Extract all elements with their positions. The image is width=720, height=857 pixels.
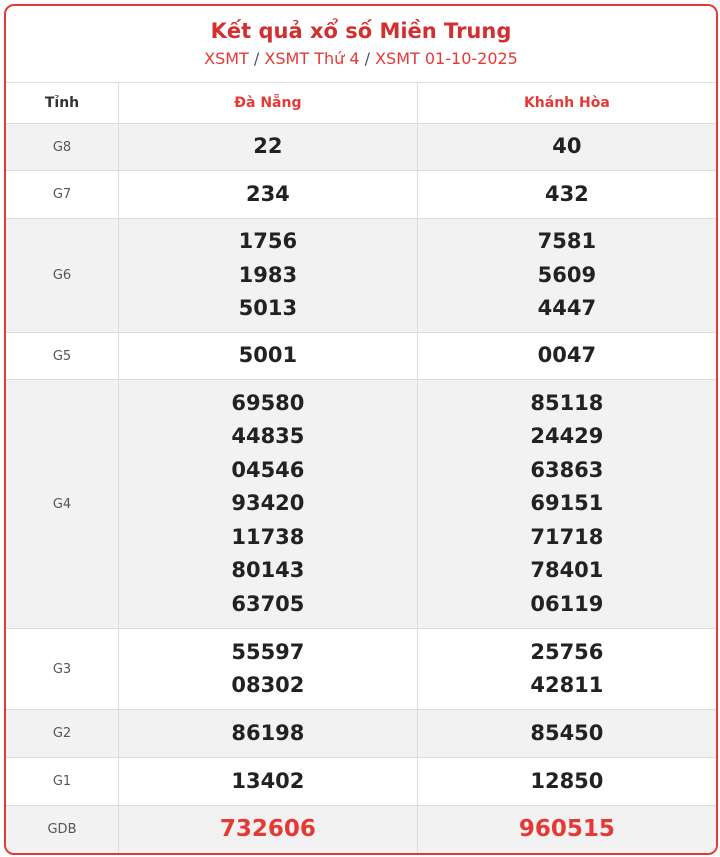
results-header xyxy=(6,6,716,83)
result-number: 55597 xyxy=(231,639,305,664)
result-cell xyxy=(119,806,418,854)
province-column-header: Tỉnh xyxy=(6,83,119,124)
result-cell xyxy=(119,171,418,219)
result-cell xyxy=(417,380,716,629)
result-cell xyxy=(417,171,716,219)
result-number: 11738 xyxy=(231,524,305,549)
result-number: 22 xyxy=(253,134,283,159)
breadcrumb-link-date[interactable]: XSMT 01-10-2025 xyxy=(375,49,518,68)
result-cell xyxy=(417,219,716,333)
result-cell xyxy=(417,758,716,806)
result-number: 12850 xyxy=(530,768,604,793)
result-number: 85118 xyxy=(530,390,604,415)
result-number: 5013 xyxy=(238,296,298,321)
prize-row-g4 xyxy=(6,380,716,629)
results-card xyxy=(4,4,718,855)
prize-label: G2 xyxy=(6,710,119,758)
prize-row-g7 xyxy=(6,171,716,219)
result-number: 71718 xyxy=(530,524,604,549)
breadcrumb: XSMT / XSMT Thứ 4 / XSMT 01-10-2025 xyxy=(204,49,518,68)
special-prize-number: 732606 xyxy=(219,815,316,842)
prize-row-g3 xyxy=(6,629,716,710)
result-cell xyxy=(119,219,418,333)
result-number: 13402 xyxy=(231,768,305,793)
province-header-da-nang[interactable]: Đà Nẵng xyxy=(119,83,418,124)
result-number: 4447 xyxy=(537,296,597,321)
prize-label: G4 xyxy=(6,380,119,629)
result-number: 5001 xyxy=(238,343,298,368)
result-number: 432 xyxy=(544,181,589,206)
page-title: Kết quả xổ số Miền Trung xyxy=(210,19,512,43)
result-number: 25756 xyxy=(530,639,604,664)
prize-row-g1 xyxy=(6,758,716,806)
result-cell xyxy=(119,758,418,806)
result-number: 1756 xyxy=(238,229,298,254)
result-number: 85450 xyxy=(530,720,604,745)
prize-label: G1 xyxy=(6,758,119,806)
prize-row-gdb xyxy=(6,806,716,854)
prize-label: G3 xyxy=(6,629,119,710)
result-cell xyxy=(119,333,418,380)
result-number: 06119 xyxy=(530,591,604,616)
breadcrumb-link-xsmt[interactable]: XSMT xyxy=(204,49,249,68)
province-header-khanh-hoa[interactable]: Khánh Hòa xyxy=(417,83,716,124)
table-header-row xyxy=(6,83,716,124)
result-number: 1983 xyxy=(238,262,298,287)
result-number: 69151 xyxy=(530,491,604,516)
result-number: 78401 xyxy=(530,558,604,583)
prize-label: G6 xyxy=(6,219,119,333)
prize-label: GDB xyxy=(6,806,119,854)
special-prize-number: 960515 xyxy=(518,815,615,842)
result-number: 0047 xyxy=(537,343,597,368)
result-number: 86198 xyxy=(231,720,305,745)
breadcrumb-link-weekday[interactable]: XSMT Thứ 4 xyxy=(264,49,360,68)
result-cell xyxy=(417,806,716,854)
result-cell xyxy=(119,629,418,710)
result-cell xyxy=(119,710,418,758)
prize-label: G7 xyxy=(6,171,119,219)
result-number: 234 xyxy=(245,181,290,206)
result-number: 04546 xyxy=(231,457,305,482)
result-cell xyxy=(417,333,716,380)
result-number: 24429 xyxy=(530,424,604,449)
result-cell xyxy=(417,629,716,710)
prize-label: G5 xyxy=(6,333,119,380)
result-cell xyxy=(417,124,716,171)
prize-label: G8 xyxy=(6,124,119,171)
result-number: 7581 xyxy=(537,229,597,254)
result-cell xyxy=(119,124,418,171)
result-number: 63705 xyxy=(231,591,305,616)
prize-row-g6 xyxy=(6,219,716,333)
results-table xyxy=(6,83,716,854)
result-number: 63863 xyxy=(530,457,604,482)
result-number: 42811 xyxy=(530,673,604,697)
result-number: 08302 xyxy=(231,673,305,697)
result-number: 80143 xyxy=(231,558,305,583)
result-number: 40 xyxy=(552,134,582,159)
prize-row-g5 xyxy=(6,333,716,380)
prize-row-g2 xyxy=(6,710,716,758)
result-cell xyxy=(119,380,418,629)
result-number: 93420 xyxy=(231,491,305,516)
result-number: 69580 xyxy=(231,390,305,415)
result-number: 44835 xyxy=(231,424,305,449)
result-number: 5609 xyxy=(537,262,597,287)
result-cell xyxy=(417,710,716,758)
prize-row-g8 xyxy=(6,124,716,171)
